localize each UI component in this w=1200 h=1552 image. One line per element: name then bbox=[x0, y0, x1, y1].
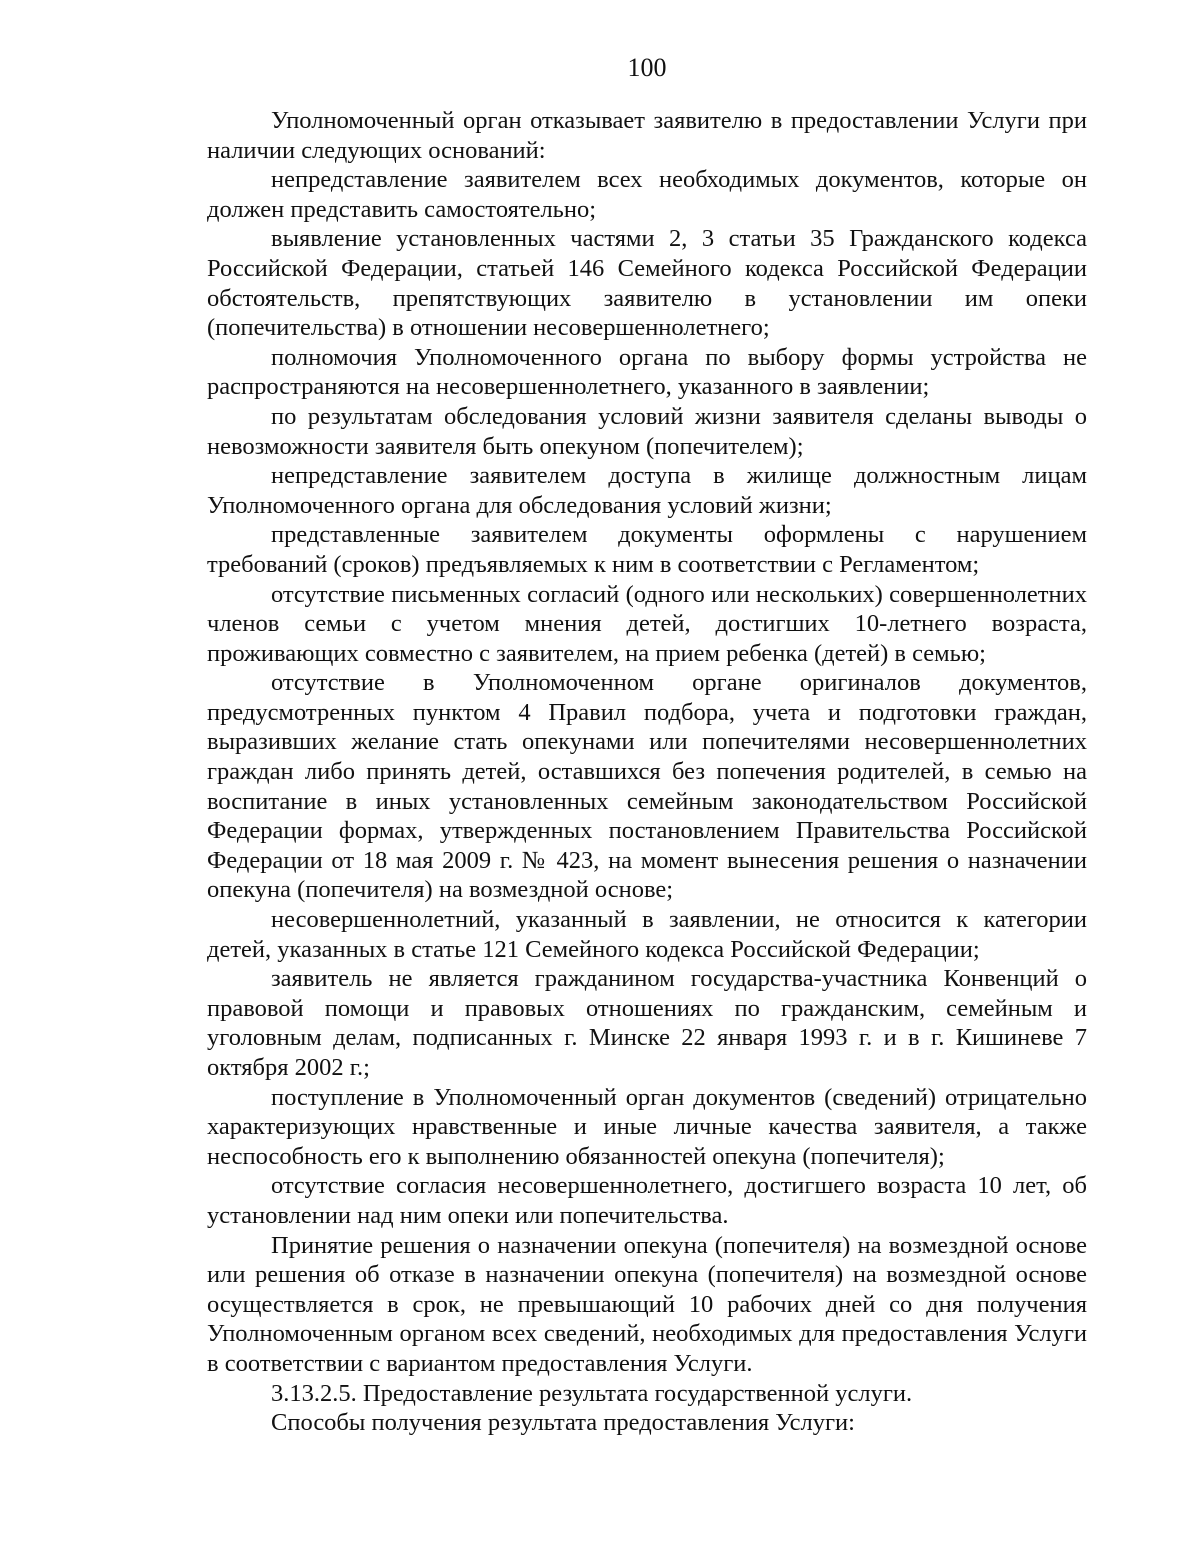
paragraph-no-access: непредставление заявителем доступа в жилище должностным лицам Уполномоченного органа для обследования условий жизни; bbox=[207, 462, 1087, 519]
page-number: 100 bbox=[627, 53, 667, 82]
paragraph-circumstances: выявление установленных частями 2, 3 статьи 35 Гражданского кодекса Российской Федерации, статьей 146 Семейного кодекса Российской Федерации обстоятельств, препятствующих заявителю в установлении им опеки (попечительства) в отношении несовершеннолетнего; bbox=[207, 225, 1087, 342]
paragraph-authority-scope: полномочия Уполномоченного органа по выбору формы устройства не распространяются на несовершеннолетнего, указанного в заявлении; bbox=[207, 343, 1087, 401]
paragraph-family-consent: отсутствие письменных согласий (одного или нескольких) совершеннолетних членов семьи с учетом мнения детей, достигших 10-летнего возраста, проживающих совместно с заявителем, на прием ребенка (детей) в семью; bbox=[207, 580, 1087, 667]
document-body bbox=[207, 106, 1087, 1438]
document-page bbox=[207, 0, 1087, 1552]
paragraph-child-category: несовершеннолетний, указанный в заявлении, не относится к категории детей, указанных в статье 121 Семейного кодекса Российской Федерации; bbox=[207, 906, 1087, 963]
paragraph-minor-consent: отсутствие согласия несовершеннолетнего, достигшего возраста 10 лет, об установлении над ним опеки или попечительства. bbox=[207, 1172, 1087, 1229]
paragraph-negative-info: поступление в Уполномоченный орган документов (сведений) отрицательно характеризующих нравственные и иные личные качества заявителя, а также неспособность его к выполнению обязанностей опекуна (попечителя); bbox=[207, 1083, 1087, 1170]
paragraph-section-heading: 3.13.2.5. Предоставление результата государственной услуги. bbox=[271, 1379, 913, 1407]
paragraph-decision-deadline: Принятие решения о назначении опекуна (попечителя) на возмездной основе или решения об отказе в назначении опекуна (попечителя) на возмездной основе осуществляется в срок, не превышающий 10 рабочих дней со дня получения Уполномоченным органом всех сведений, необходимых для предоставления Услуги в соответствии с вариантом предоставления Услуги. bbox=[207, 1231, 1087, 1377]
paragraph-document-violations: представленные заявителем документы оформлены с нарушением требований (сроков) предъявляемых к ним в соответствии с Регламентом; bbox=[207, 521, 1087, 578]
paragraph-missing-documents: непредставление заявителем всех необходимых документов, которые он должен представить самостоятельно; bbox=[207, 166, 1087, 223]
paragraph-intro: Уполномоченный орган отказывает заявителю в предоставлении Услуги при наличии следующих оснований: bbox=[207, 107, 1087, 164]
paragraph-result-methods: Способы получения результата предоставления Услуги: bbox=[271, 1409, 855, 1437]
paragraph-citizenship: заявитель не является гражданином государства-участника Конвенций о правовой помощи и правовых отношениях по гражданским, семейным и уголовным делам, подписанных г. Минске 22 января 1993 г. и в г. Кишиневе 7 октября 2002 г.; bbox=[207, 965, 1087, 1081]
paragraph-missing-originals: отсутствие в Уполномоченном органе оригиналов документов, предусмотренных пунктом 4 Правил подбора, учета и подготовки граждан, выразивших желание стать опекунами или попечителями несовершеннолетних граждан либо принять детей, оставшихся без попечения родителей, в семью на воспитание в иных установленных семейным законодательством Российской Федерации формах, утвержденных постановлением Правительства Российской Федерации от 18 мая 2009 г. № 423, на момент вынесения решения о назначении опекуна (попечителя) на возмездной основе; bbox=[207, 669, 1087, 904]
paragraph-inspection-results: по результатам обследования условий жизни заявителя сделаны выводы о невозможности заявителя быть опекуном (попечителем); bbox=[207, 402, 1087, 460]
